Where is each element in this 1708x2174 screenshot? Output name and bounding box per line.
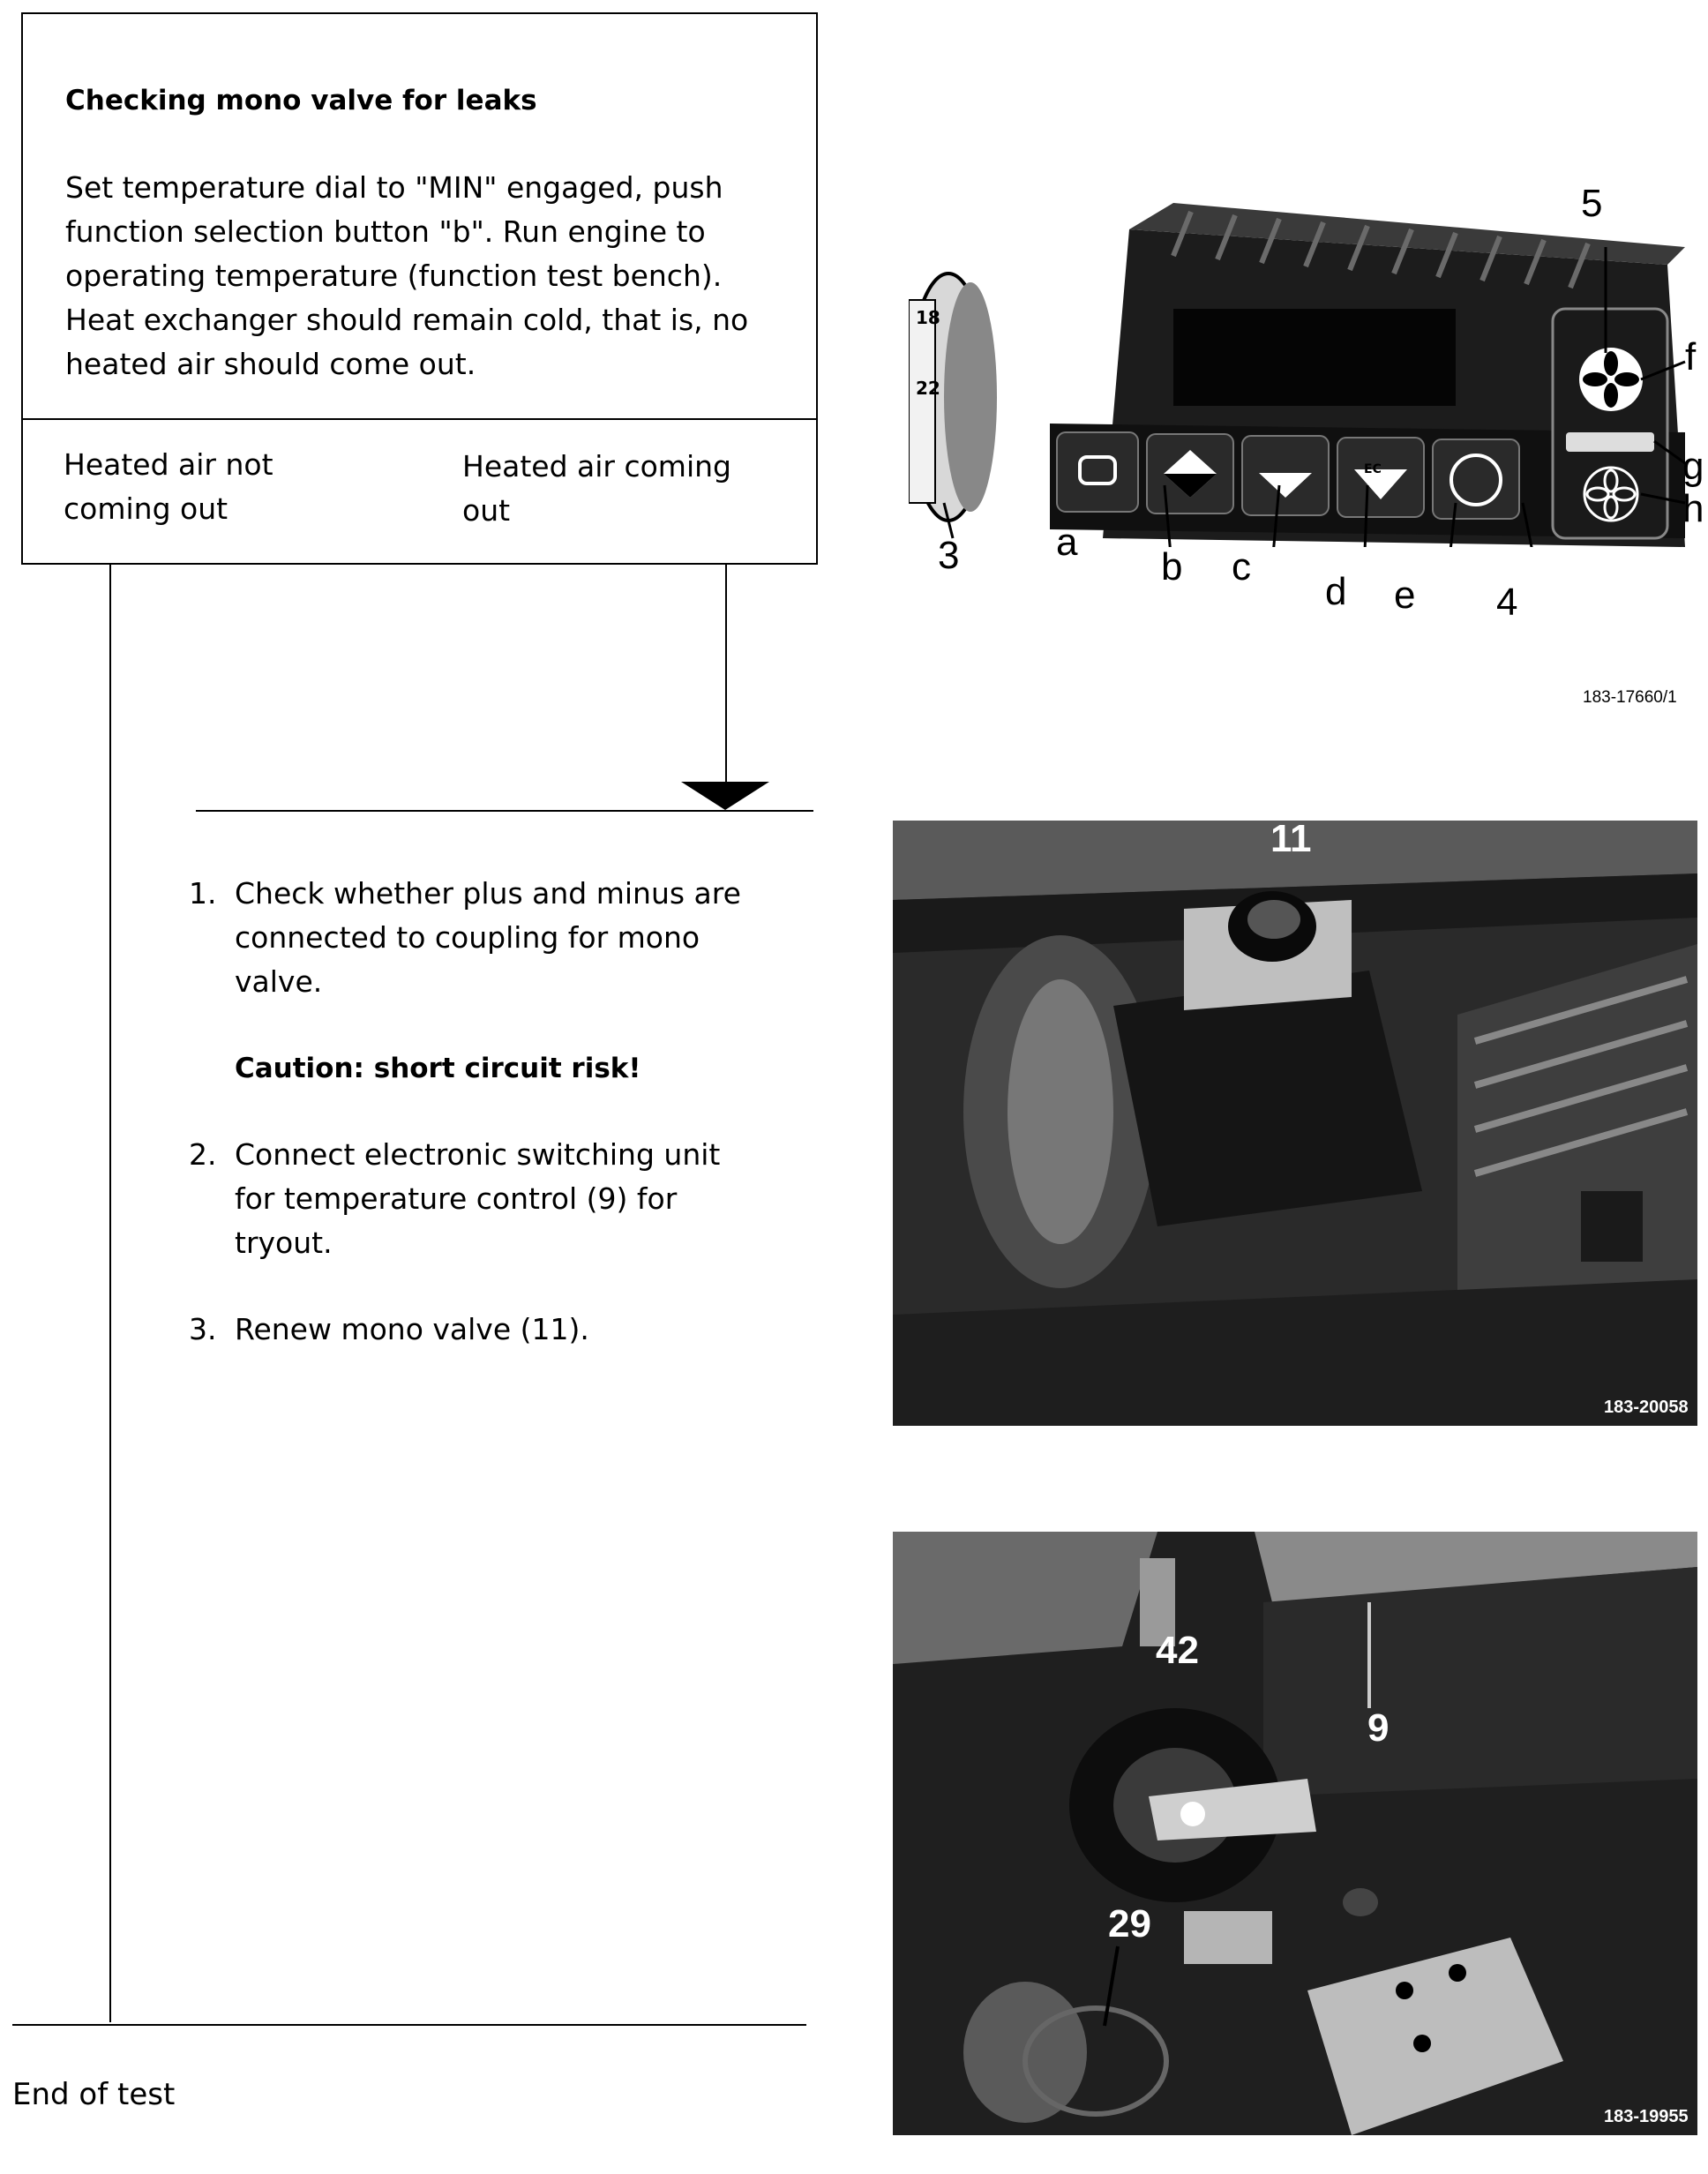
outcome-line: coming out <box>64 491 228 526</box>
label-29: 29 <box>1108 1902 1151 1945</box>
step-number: 2. <box>189 1137 217 1172</box>
callout-e: e <box>1394 573 1416 617</box>
callout-c: c <box>1232 545 1251 588</box>
outcome-line: Heated air not <box>64 447 273 482</box>
instruction-line: Set temperature dial to "MIN" engaged, push <box>65 170 723 205</box>
instruction-line: heated air should come out. <box>65 347 476 381</box>
switching-unit-photo-art <box>893 1532 1697 2135</box>
label-42: 42 <box>1156 1629 1199 1672</box>
step-number: 3. <box>189 1312 217 1346</box>
ec-label: EC <box>1364 462 1382 476</box>
figure3-code: 183-19955 <box>1604 2107 1689 2126</box>
flow-line-left <box>109 565 111 2022</box>
step-line: valve. <box>235 964 323 999</box>
box-divider <box>23 418 816 420</box>
control-panel-figure <box>909 176 1703 635</box>
step-1 <box>189 872 741 1004</box>
outcome-line: out <box>462 493 511 528</box>
mono-valve-photo <box>893 821 1697 1426</box>
caution-note: Caution: short circuit risk! <box>235 1053 641 1084</box>
instruction-line: operating temperature (function test bench). <box>65 259 723 293</box>
callout-d: d <box>1325 570 1347 613</box>
box-heading: Checking mono valve for leaks <box>65 85 537 116</box>
step-line: Renew mono valve (11). <box>235 1312 589 1346</box>
step-number: 1. <box>189 876 217 911</box>
step-line: for temperature control (9) for <box>235 1181 678 1216</box>
callout-3: 3 <box>938 534 960 577</box>
instruction-line: Heat exchanger should remain cold, that is, no <box>65 303 749 337</box>
outcome-line: Heated air coming <box>462 449 731 484</box>
step-line: Connect electronic switching unit <box>235 1137 721 1172</box>
step-line: connected to coupling for mono <box>235 920 700 955</box>
step-2 <box>189 1133 720 1265</box>
dial-number: 18 <box>916 307 940 328</box>
decision-box <box>21 12 818 565</box>
step-line: tryout. <box>235 1226 333 1260</box>
label-11: 11 <box>1270 821 1312 860</box>
switching-unit-photo <box>893 1532 1697 2135</box>
callout-h: h <box>1682 487 1704 530</box>
label-9: 9 <box>1367 1706 1390 1750</box>
callout-f: f <box>1685 335 1697 379</box>
control-panel-illustration <box>909 176 1703 547</box>
end-rule <box>12 2024 806 2026</box>
figure2-code: 183-20058 <box>1604 1398 1689 1417</box>
step-line: Check whether plus and minus are <box>235 876 741 911</box>
flow-arrow-head <box>679 780 771 812</box>
callout-a: a <box>1056 521 1078 564</box>
dial-number: 22 <box>916 378 940 399</box>
box-instructions <box>65 166 748 386</box>
callout-5: 5 <box>1581 182 1603 225</box>
callout-g: g <box>1682 445 1704 488</box>
outcome-not-coming-out <box>64 443 273 531</box>
step-3 <box>189 1308 589 1352</box>
flow-line-right <box>725 565 727 783</box>
figure1-code: 183-17660/1 <box>1583 688 1677 707</box>
callout-b: b <box>1161 545 1183 588</box>
callout-4: 4 <box>1496 581 1518 624</box>
mono-valve-photo-art <box>893 821 1697 1426</box>
instruction-line: function selection button "b". Run engine to <box>65 214 706 249</box>
outcome-coming-out <box>462 445 731 533</box>
step-section-rule <box>196 810 813 812</box>
end-of-test: End of test <box>12 2077 176 2112</box>
